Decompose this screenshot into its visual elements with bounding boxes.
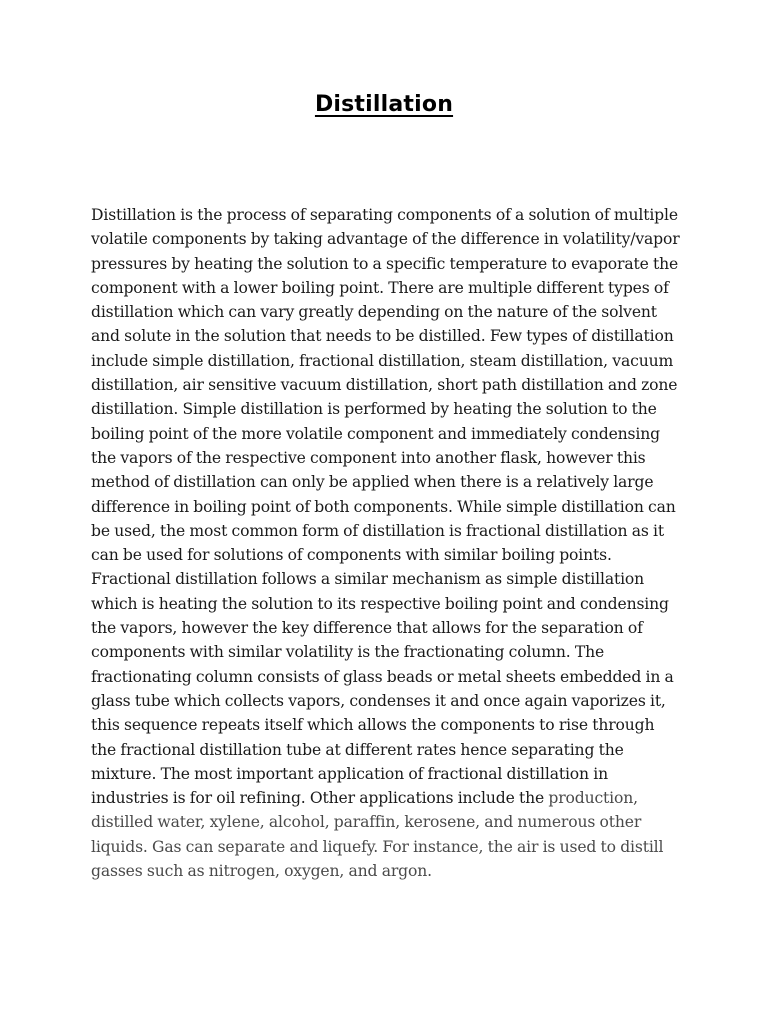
document-title: Distillation <box>314 92 454 117</box>
body-paragraph <box>91 203 681 883</box>
body-text-applications: production, distilled water, xylene, alcohol, paraffin, kerosene, and numerous other liquids. Gas can separate and liquefy. For instance, the air is used to distill gasses such as nitrogen, oxygen, and argon. <box>91 789 664 881</box>
body-text-main: Distillation is the process of separating components of a solution of multiple volatile components by taking advantage of the difference in volatility/vapor pressures by heating the solution to a specific temperature to evaporate the component with a lower boiling point. There are multiple different types of distillation which can vary greatly depending on the nature of the solvent and solute in the solution that needs to be distilled. Few types of distillation include simple distillation, fractional distillation, steam distillation, vacuum distillation, air sensitive vacuum distillation, short path distillation and zone distillation. Simple distillation is performed by heating the solution to the boiling point of the more volatile component and immediately condensing the vapors of the respective component into another flask, however this method of distillation can only be applied when there is a relatively large difference in boiling point of both components. While simple distillation can be used, the most common form of distillation is fractional distillation as it can be used for solutions of components with similar boiling points. Fractional distillation follows a similar mechanism as simple distillation which is heating the solution to its respective boiling point and condensing the vapors, however the key difference that allows for the separation of components with similar volatility is the fractionating column. The fractionating column consists of glass beads or metal sheets embedded in a glass tube which collects vapors, condenses it and once again vaporizes it, this sequence repeats itself which allows the components to rise through the fractional distillation tube at different rates hence separating the mixture. The most important application of fractional distillation in industries is for oil refining. Other applications include the <box>91 206 680 808</box>
